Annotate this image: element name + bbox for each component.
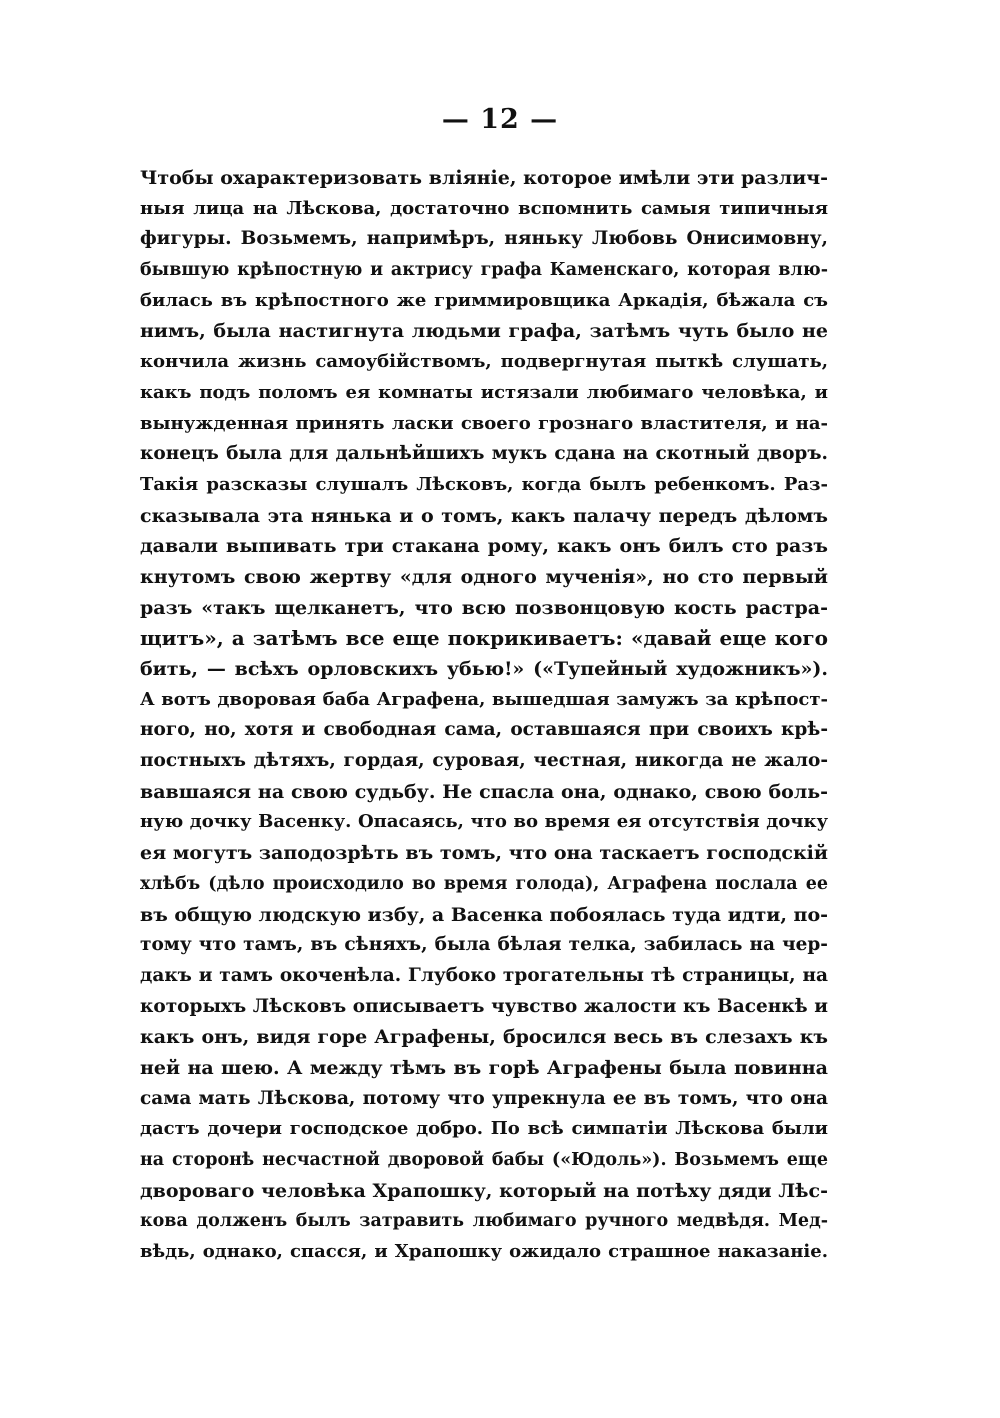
text-line: ную дочку Васенку. Опасаясь, что во время ея отсутствія дочку	[140, 811, 828, 833]
text-line: двороваго человѣка Храпошку, который на потѣху дяди Лѣс-	[140, 1179, 828, 1202]
text-line: Такія разсказы слушалъ Лѣсковъ, когда былъ ребенкомъ. Раз-	[140, 473, 828, 495]
text-line: хлѣбъ (дѣло происходило во время голода), Аграфена послала ее	[140, 873, 828, 894]
text-line: фигуры. Возьмемъ, напримѣръ, няньку Любовь Онисимовну,	[140, 228, 828, 250]
text-line: постныхъ дѣтяхъ, гордая, суровая, честная, никогда не жало-	[140, 750, 828, 772]
text-line: сама мать Лѣскова, потому что упрекнула ее въ томъ, что она	[140, 1087, 828, 1109]
text-line: ныя лица на Лѣскова, достаточно вспомнить самыя типичныя	[140, 197, 828, 219]
text-line: конецъ была для дальнѣйшихъ мукъ сдана на скотный дворъ.	[140, 443, 828, 465]
text-line: разъ «такъ щелканетъ, что всю позвонцовую кость растра-	[140, 596, 828, 619]
text-line: кова долженъ былъ затравить любимаго ручного медвѣдя. Мед-	[140, 1211, 828, 1232]
text-line: тому что тамъ, въ сѣняхъ, была бѣлая телка, забилась на чер-	[140, 934, 828, 956]
text-line: дастъ дочери господское добро. По всѣ симпатіи Лѣскова были	[140, 1118, 828, 1140]
text-line: которыхъ Лѣсковъ описываетъ чувство жалости къ Васенкѣ и	[140, 995, 828, 1017]
text-line: вынужденная принять ласки своего грознаго властителя, и на-	[140, 412, 828, 434]
text-line: сказывала эта нянька и о томъ, какъ палачу передъ дѣломъ	[140, 504, 828, 527]
text-line: бить, — всѣхъ орловскихъ убью!» («Тупейный художникъ»).	[140, 658, 828, 680]
text-line: ея могутъ заподозрѣть въ томъ, что она таскаетъ господскій	[140, 842, 828, 865]
text-line: какъ онъ, видя горе Аграфены, бросился весь въ слезахъ къ	[140, 1026, 828, 1049]
text-line: ного, но, хотя и свободная сама, оставшаяся при своихъ крѣ-	[140, 719, 828, 741]
text-line: дакъ и тамъ окоченѣла. Глубоко трогательны тѣ страницы, на	[140, 964, 828, 986]
text-line: вѣдь, однако, спасся, и Храпошку ожидало страшное наказаніе.	[140, 1241, 828, 1263]
text-line: нимъ, была настигнута людьми графа, затѣмъ чуть было не	[140, 320, 828, 343]
text-line: какъ подъ поломъ ея комнаты истязали любимаго человѣка, и	[140, 381, 828, 403]
text-line: Чтобы охарактеризовать вліяніе, которое имѣли эти различ-	[140, 167, 828, 189]
text-line: давали выпивать три стакана рому, какъ онъ билъ сто разъ	[140, 535, 828, 558]
text-line: ней на шею. А между тѣмъ въ горѣ Аграфены была повинна	[140, 1056, 828, 1079]
body-text	[140, 163, 828, 1268]
text-line: щитъ», а затѣмъ все еще покрикиваетъ: «давай еще кого	[140, 626, 828, 651]
text-line: билась въ крѣпостного же гриммировщика Аркадія, бѣжала съ	[140, 289, 828, 311]
text-line: бывшую крѣпостную и актрису графа Каменскаго, которая влю-	[140, 260, 828, 281]
text-line: А вотъ дворовая баба Аграфена, вышедшая замужъ за крѣпост-	[140, 688, 828, 710]
text-line: кончила жизнь самоубійствомъ, подвергнутая пыткѣ слушать,	[140, 351, 828, 373]
text-line: кнутомъ свою жертву «для одного мученія», но сто первый	[140, 565, 828, 588]
text-line: вавшаяся на свою судьбу. Не спасла она, однако, свою боль-	[140, 780, 828, 803]
page-number: — 12 —	[441, 104, 559, 135]
text-line: въ общую людскую избу, а Васенка побоялась туда идти, по-	[140, 903, 828, 926]
text-line: на сторонѣ несчастной дворовой бабы («Юдоль»). Возьмемъ еще	[140, 1150, 828, 1170]
